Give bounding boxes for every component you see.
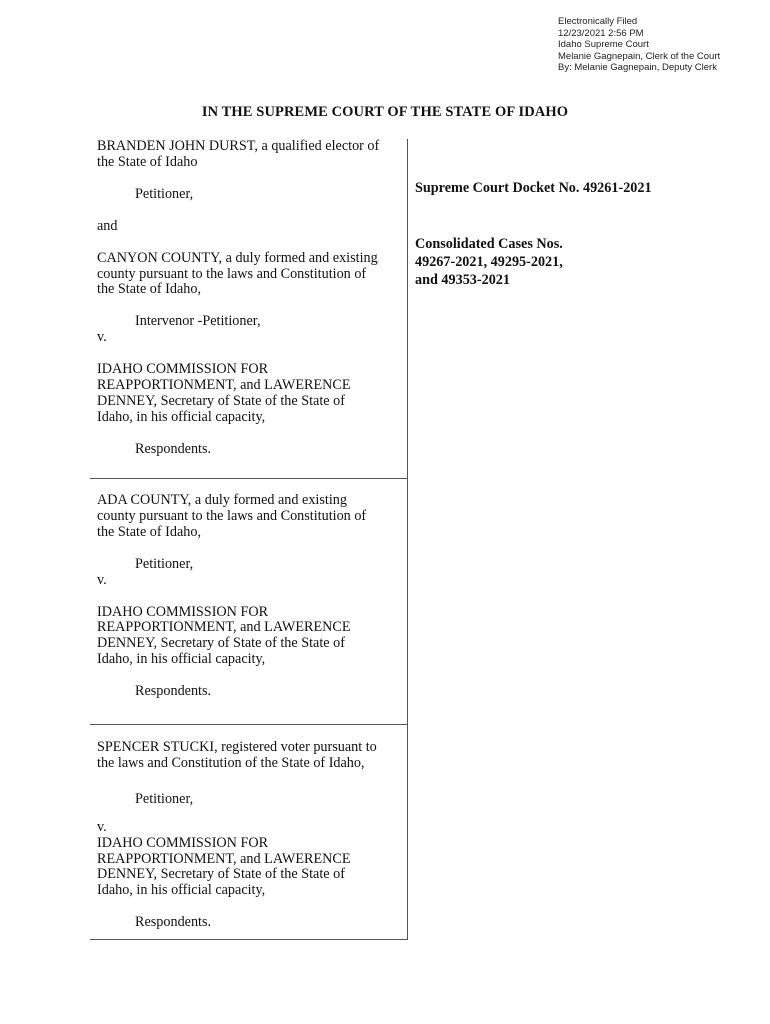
stamp-line: Melanie Gagnepain, Clerk of the Court (558, 50, 721, 62)
party-text: the State of Idaho, (97, 523, 202, 540)
party-text: the State of Idaho, (97, 281, 202, 298)
consolidated-line: and 49353-2021 (415, 272, 510, 288)
party-text: IDAHO COMMISSION FOR (97, 834, 269, 851)
docket-number: Supreme Court Docket No. 49261-2021 (415, 180, 652, 196)
party-role: Petitioner, (135, 555, 194, 572)
case-caption-1 (97, 139, 407, 458)
stamp-line: 12/23/2021 2:56 PM (558, 27, 644, 39)
caption-divider (90, 724, 408, 725)
party-text: DENNEY, Secretary of State of the State of (97, 635, 345, 652)
conjunction: and (97, 217, 118, 234)
stamp-line: By: Melanie Gagnepain, Deputy Clerk (558, 62, 717, 74)
party-text: CANYON COUNTY, a duly formed and existing (97, 249, 378, 266)
stamp-line: Idaho Supreme Court (558, 39, 649, 51)
party-role: Respondents. (135, 683, 212, 700)
party-text: the laws and Constitution of the State of Idaho, (97, 754, 365, 771)
party-text: REAPPORTIONMENT, and LAWERENCE (97, 377, 351, 394)
party-text: Idaho, in his official capacity, (97, 408, 266, 425)
party-text: BRANDEN JOHN DURST, a qualified elector of (97, 138, 380, 154)
party-text: county pursuant to the laws and Constitution of (97, 265, 367, 282)
party-text: ADA COUNTY, a duly formed and existing (97, 492, 347, 508)
caption-divider (90, 939, 408, 940)
party-text: IDAHO COMMISSION FOR (97, 603, 269, 620)
party-text: DENNEY, Secretary of State of the State of (97, 866, 345, 883)
consolidated-line: 49267-2021, 49295-2021, (415, 254, 563, 270)
consolidated-line: Consolidated Cases Nos. (415, 236, 563, 252)
party-role: Petitioner, (135, 185, 194, 202)
party-text: IDAHO COMMISSION FOR (97, 361, 269, 378)
party-text: REAPPORTIONMENT, and LAWERENCE (97, 850, 351, 867)
filing-stamp (558, 16, 720, 74)
party-text: Idaho, in his official capacity, (97, 651, 266, 668)
party-text: SPENCER STUCKI, registered voter pursuant to (97, 739, 377, 755)
caption-vertical-rule (407, 139, 408, 940)
party-role: Intervenor -Petitioner, (135, 313, 261, 330)
party-role: Petitioner, (135, 790, 194, 807)
party-role: Respondents. (135, 440, 212, 457)
caption-divider (90, 478, 408, 479)
case-caption-2 (97, 493, 407, 700)
court-title: IN THE SUPREME COURT OF THE STATE OF IDAHO (201, 104, 569, 120)
party-text: the State of Idaho (97, 153, 198, 170)
versus: v. (97, 329, 107, 346)
stamp-line: Electronically Filed (558, 16, 638, 27)
versus: v. (97, 818, 107, 835)
party-text: Idaho, in his official capacity, (97, 882, 266, 899)
party-role: Respondents. (135, 914, 212, 931)
consolidated-cases (415, 235, 563, 289)
party-text: DENNEY, Secretary of State of the State of (97, 392, 345, 409)
party-text: county pursuant to the laws and Constitution of (97, 507, 367, 524)
case-caption-3 (97, 740, 407, 931)
party-text: REAPPORTIONMENT, and LAWERENCE (97, 619, 351, 636)
versus: v. (97, 571, 107, 588)
